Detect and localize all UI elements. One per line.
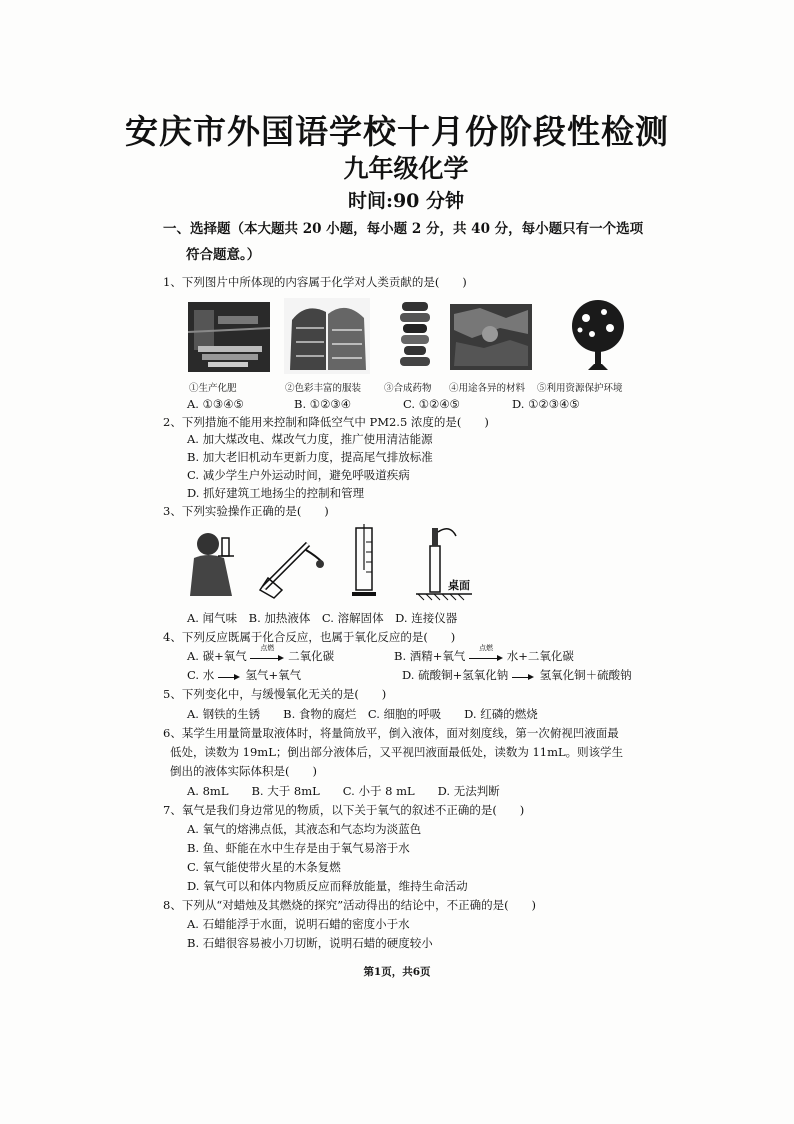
smelling-gas-illustration <box>188 530 244 598</box>
tree-environment-icon <box>566 298 630 374</box>
reaction-arrow-icon <box>512 671 536 681</box>
q7-option-a: A. 氧气的熔沸点低，其液态和气态均为淡蓝色 <box>187 822 422 836</box>
section-heading: 一、选择题（本大题共 20 小题，每小题 2 分，共 40 分，每小题只有一个选项 <box>163 221 644 237</box>
question-6-line-1: 6、某学生用量筒量取液体时，将量筒放平，倒入液体，面对刻度线，第一次俯视凹液面最 <box>163 726 619 740</box>
q4-a-products: 二氧化碳 <box>288 649 335 663</box>
clothing-photo <box>284 298 370 374</box>
page-number: 第1页，共6页 <box>363 966 431 978</box>
fertilizer-factory-photo <box>188 302 270 372</box>
q4-option-b <box>394 644 574 664</box>
q1-caption-2: ②色彩丰富的服装 <box>285 383 362 394</box>
question-1-stem: 1、下列图片中所体现的内容属于化学对人类贡献的是( ) <box>163 275 467 289</box>
exam-title: 安庆市外国语学校十月份阶段性检测 <box>125 112 669 151</box>
question-5-stem: 5、下列变化中，与缓慢氧化无关的是( ) <box>163 687 387 701</box>
q7-option-d: D. 氧气可以和体内物质反应而释放能量，维持生命活动 <box>187 879 468 893</box>
question-8-stem: 8、下列从“对蜡烛及其燃烧的探究”活动得出的结论中，不正确的是( ) <box>163 898 537 912</box>
q8-option-a: A. 石蜡能浮于水面，说明石蜡的密度小于水 <box>187 917 410 931</box>
q1-caption-3: ③合成药物 <box>384 383 432 394</box>
heating-liquid-illustration <box>256 528 326 600</box>
q4-c-products: 氢气+氧气 <box>245 668 302 682</box>
section-heading-cont: 符合题意。） <box>186 247 261 263</box>
exam-time: 时间:90 分钟 <box>347 190 465 212</box>
reaction-arrow-icon <box>218 671 242 681</box>
materials-photo <box>450 304 532 370</box>
q2-option-a: A. 加大煤改电、煤改气力度，推广使用清洁能源 <box>187 432 433 446</box>
table-surface-label: 桌面 <box>448 579 470 592</box>
exam-subject: 九年级化学 <box>343 154 469 183</box>
reaction-arrow-icon <box>250 644 284 662</box>
question-6-line-2: 低处，读数为 19mL；倒出部分液体后，又平视凹液面最低处，读数为 11mL。则该学生 <box>170 745 624 759</box>
q5-options: A. 钢铁的生锈 B. 食物的腐烂 C. 细胞的呼吸 D. 红磷的燃烧 <box>187 707 538 721</box>
reaction-condition: 点燃 <box>479 644 494 652</box>
question-4-stem: 4、下列反应既属于化合反应，也属于氧化反应的是( ) <box>163 630 456 644</box>
q6-options: A. 8mL B. 大于 8mL C. 小于 8 mL D. 无法判断 <box>187 784 500 798</box>
q4-b-products: 水+二氧化碳 <box>506 649 574 663</box>
q3-options: A. 闻气味 B. 加热液体 C. 溶解固体 D. 连接仪器 <box>187 611 458 625</box>
q1-caption-4: ④用途各异的材料 <box>449 383 526 394</box>
q4-d-reactants: D. 硫酸铜+氢氧化钠 <box>402 668 509 682</box>
q4-a-reactants: A. 碳+氧气 <box>187 649 247 663</box>
q2-option-b: B. 加大老旧机动车更新力度，提高尾气排放标准 <box>187 450 433 464</box>
q1-option-b: B. ①②③④ <box>294 397 352 411</box>
q7-option-c: C. 氧气能使带火星的木条复燃 <box>187 860 341 874</box>
question-2-stem: 2、下列措施不能用来控制和降低空气中 PM2.5 浓度的是( ) <box>163 415 489 429</box>
q7-option-b: B. 鱼、虾能在水中生存是由于氧气易溶于水 <box>187 841 410 855</box>
q1-option-d: D. ①②③④⑤ <box>512 397 580 411</box>
question-3-stem: 3、下列实验操作正确的是( ) <box>163 504 329 518</box>
q4-b-reactants: B. 酒精+氧气 <box>394 649 466 663</box>
q1-option-c: C. ①②④⑤ <box>403 397 460 411</box>
q1-caption-1: ①生产化肥 <box>189 383 237 394</box>
q4-d-products: 氢氧化铜＋硫酸钠 <box>539 668 632 682</box>
q1-option-a: A. ①③④⑤ <box>187 397 244 411</box>
medicine-pills-photo <box>398 300 432 374</box>
reaction-arrow-icon <box>469 644 503 662</box>
dissolving-solid-cylinder-illustration <box>350 524 380 600</box>
question-7-stem: 7、氧气是我们身边常见的物质，以下关于氧气的叙述不正确的是( ) <box>163 803 525 817</box>
q8-option-b: B. 石蜡很容易被小刀切断，说明石蜡的硬度较小 <box>187 936 433 950</box>
question-6-line-3: 倒出的液体实际体积是( ) <box>170 764 317 778</box>
q4-c-reactants: C. 水 <box>187 668 215 682</box>
q4-option-a <box>187 644 335 664</box>
q4-option-d <box>402 667 632 683</box>
q2-option-d: D. 抓好建筑工地扬尘的控制和管理 <box>187 486 365 500</box>
q2-option-c: C. 减少学生户外运动时间，避免呼吸道疾病 <box>187 468 410 482</box>
q4-option-c <box>187 667 301 683</box>
reaction-condition: 点燃 <box>260 644 275 652</box>
q1-caption-5: ⑤利用资源保护环境 <box>537 383 623 394</box>
